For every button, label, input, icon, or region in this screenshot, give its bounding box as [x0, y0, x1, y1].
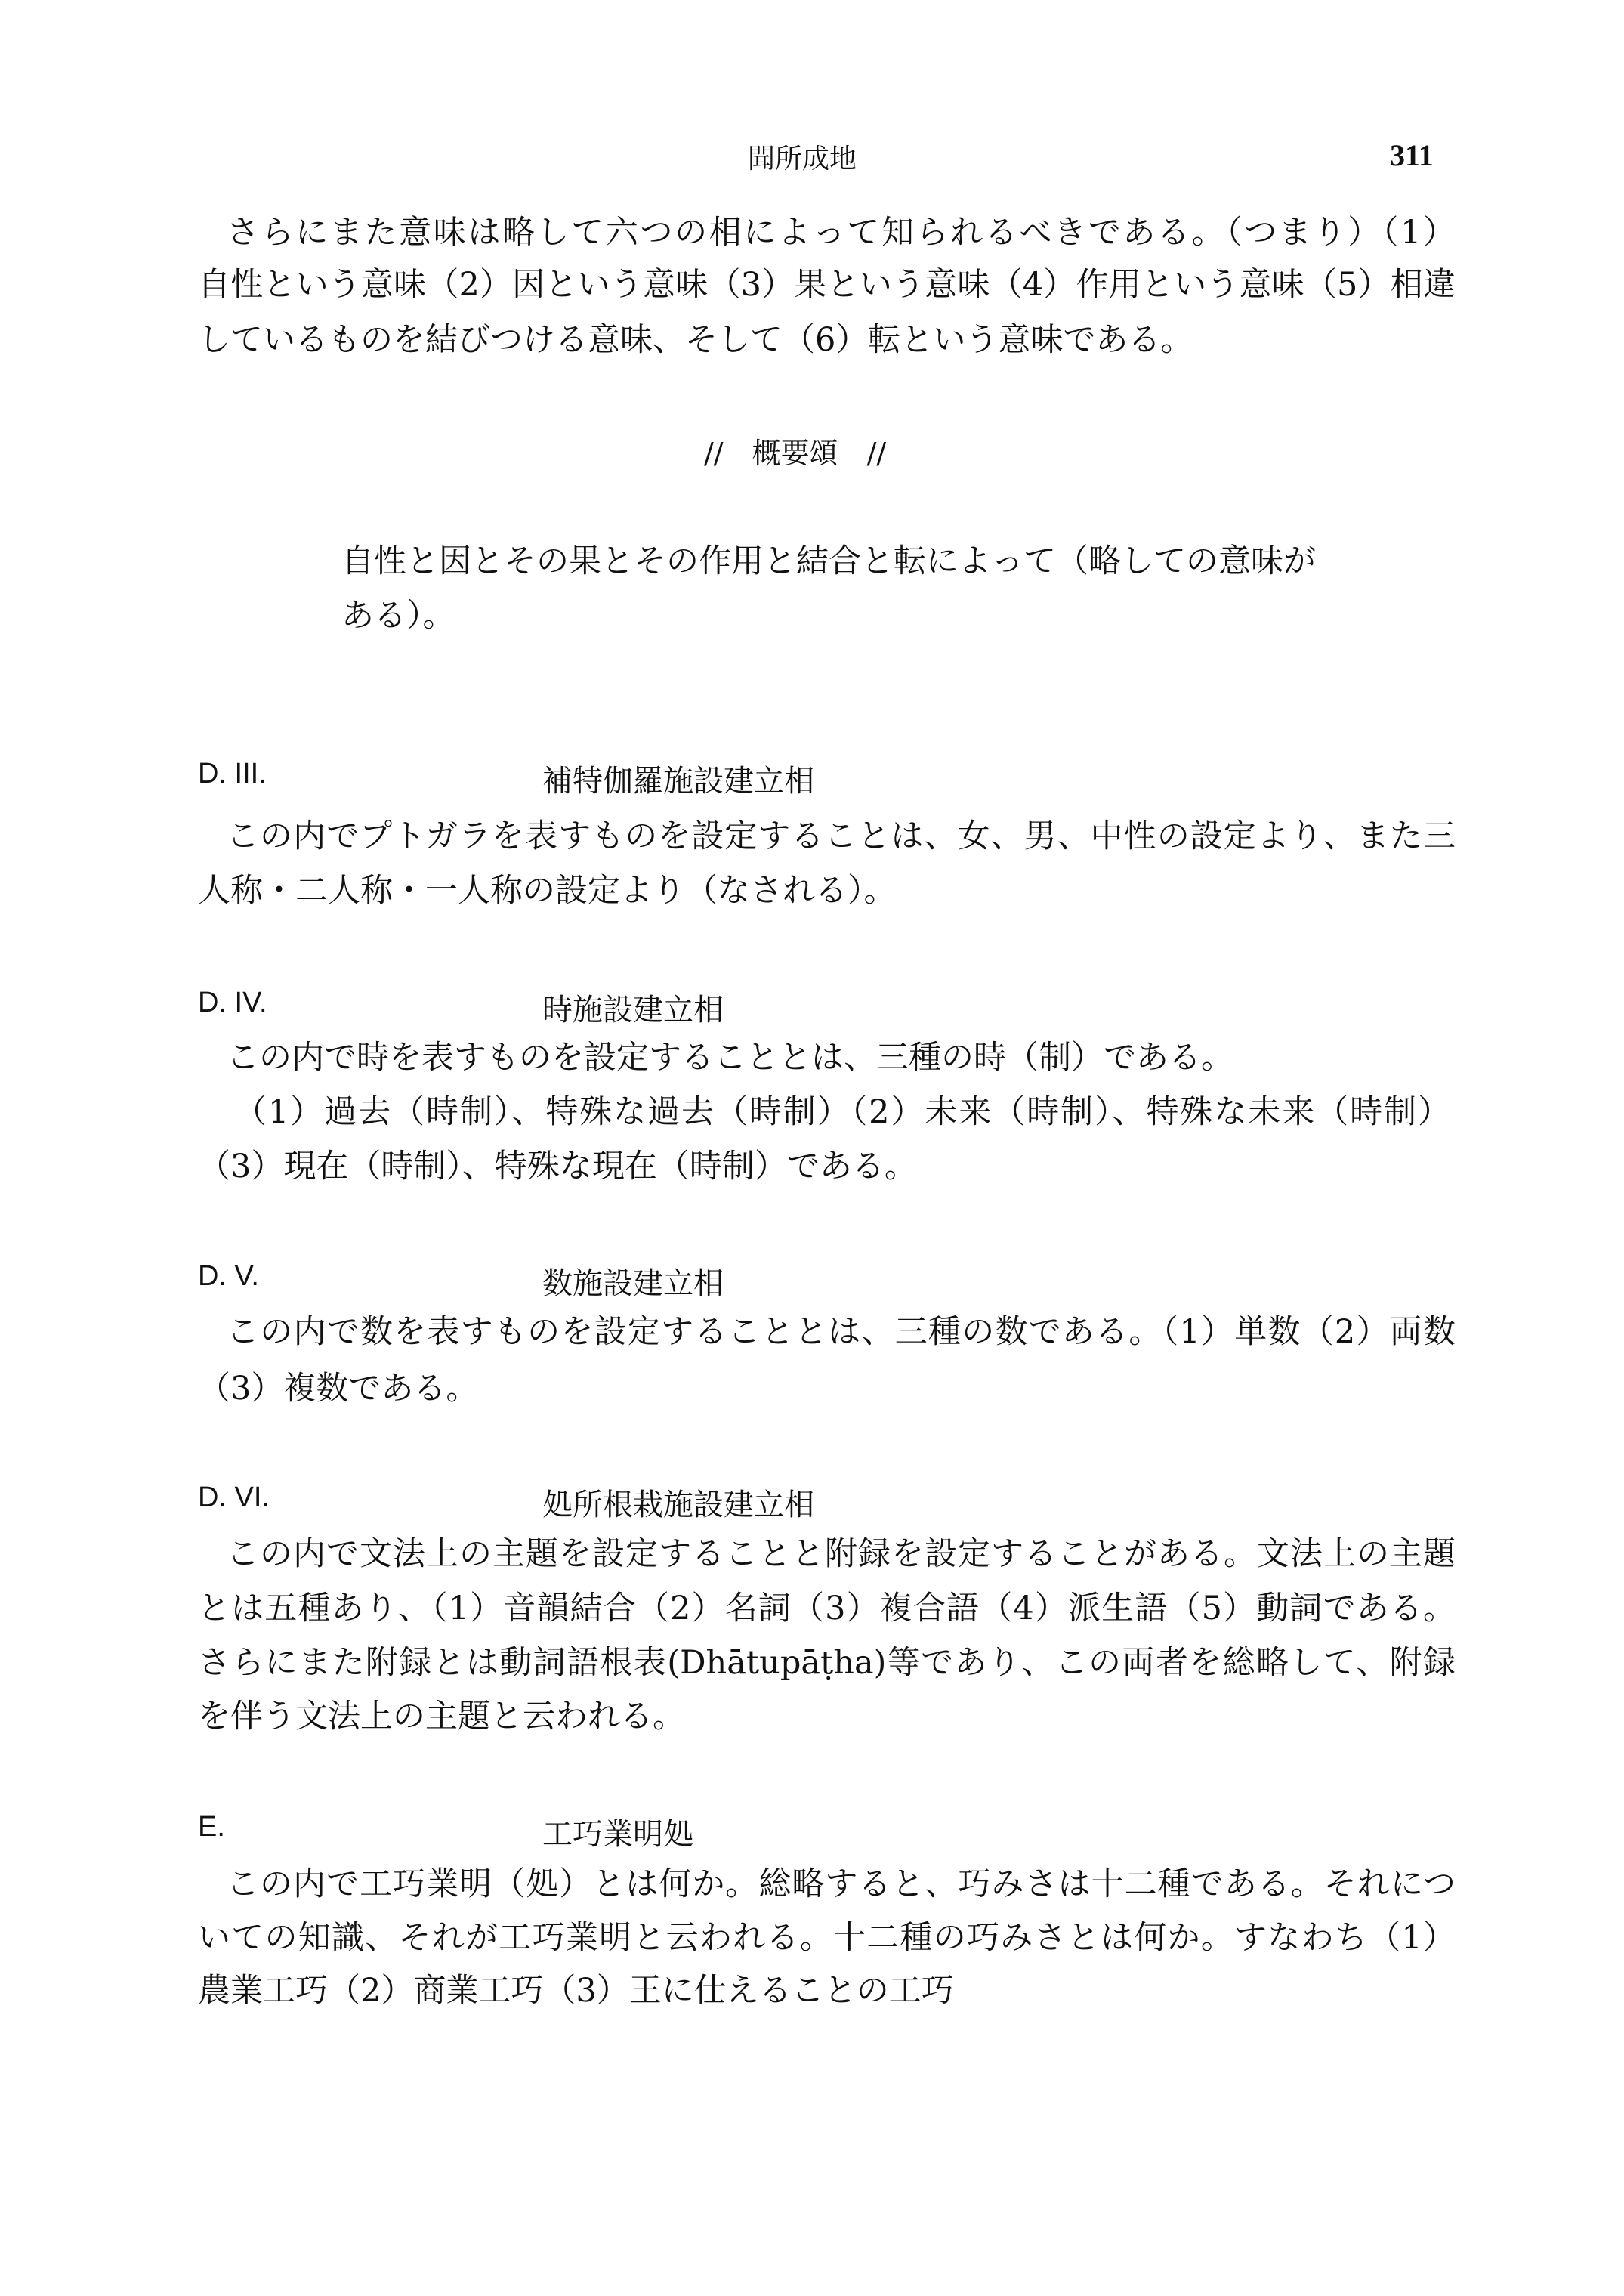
- section-title: 処所根栽施設建立相: [542, 1488, 814, 1522]
- paragraph-line: 人称・二人称・一人称の設定より（なされる）。: [198, 872, 897, 910]
- verse-heading: // 概要頌 //: [704, 437, 887, 470]
- verse-line: 自性と因とその果とその作用と結合と転によって（略しての意味が: [341, 542, 1316, 580]
- section-title: 補特伽羅施設建立相: [542, 764, 814, 799]
- paragraph-line: しているものを結びつける意味、そして（6）転という意味である。: [198, 321, 1193, 359]
- section-title: 時施設建立相: [542, 993, 724, 1027]
- paragraph-line: この内でプトガラを表すものを設定することは、女、男、中性の設定より、また三: [227, 817, 1456, 855]
- section-label: D. VI.: [198, 1482, 270, 1513]
- paragraph-line: を伴う文法上の主題と云われる。: [198, 1698, 685, 1735]
- section-label: D. IV.: [198, 987, 267, 1018]
- paragraph-line: この内で文法上の主題を設定することと附録を設定することがある。文法上の主題: [227, 1535, 1456, 1573]
- paragraph-line: この内で時を表すものを設定することとは、三種の時（制）である。: [227, 1039, 1233, 1077]
- running-title: 聞所成地: [748, 144, 857, 175]
- paragraph-line: いての知識、それが工巧業明と云われる。十二種の巧みさとは何か。すなわち（1）: [198, 1919, 1456, 1957]
- paragraph-line: この内で工巧業明（処）とは何か。総略すると、巧みさは十二種である。それにつ: [227, 1865, 1456, 1903]
- page-number: 311: [1390, 138, 1434, 172]
- paragraph-line: （3）複数である。: [198, 1370, 479, 1408]
- verse-line: ある）。: [341, 597, 455, 635]
- section-label: E.: [198, 1811, 225, 1843]
- section-title: 工巧業明処: [542, 1817, 693, 1852]
- paragraph-line: 自性という意味（2）因という意味（3）果という意味（4）作用という意味（5）相違: [198, 266, 1456, 304]
- paragraph-line: この内で数を表すものを設定することとは、三種の数である。（1）単数（2）両数: [227, 1313, 1456, 1351]
- paragraph-line: とは五種あり、（1）音韻結合（2）名詞（3）複合語（4）派生語（5）動詞である。: [198, 1590, 1456, 1627]
- paragraph-line: （1）過去（時制）、特殊な過去（時制）（2）未来（時制）、特殊な未来（時制）: [234, 1093, 1450, 1131]
- paragraph-line: （3）現在（時制）、特殊な現在（時制）である。: [198, 1148, 917, 1185]
- paragraph-line: 農業工巧（2）商業工巧（3）王に仕えることの工巧: [198, 1972, 954, 2010]
- section-title: 数施設建立相: [542, 1266, 724, 1301]
- paragraph-line: さらにまた附録とは動詞語根表(Dhātupāṭha)等であり、この両者を総略して、附録: [198, 1644, 1456, 1682]
- section-label: D. V.: [198, 1260, 259, 1292]
- paragraph-line: さらにまた意味は略して六つの相によって知られるべきである。（つまり）（1）: [227, 214, 1456, 252]
- section-label: D. III.: [198, 758, 267, 790]
